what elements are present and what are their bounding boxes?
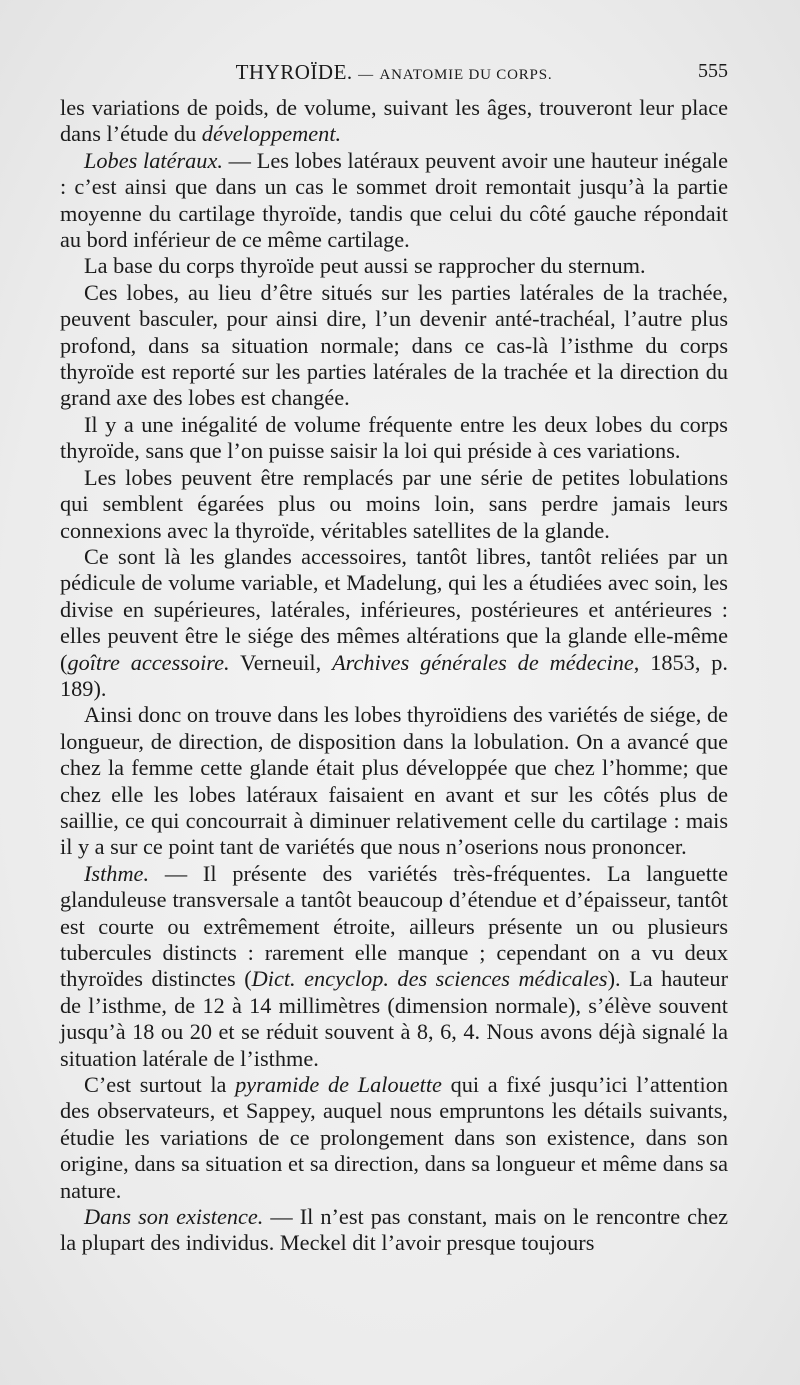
paragraph-text: Les lobes peuvent être remplacés par une série de petites lobulations qui semblent égarées plus ou moins loin, sans perdre jamais leurs connexions avec la thyroïde, véritables satellites de la glande. [60, 464, 728, 543]
paragraph-text: ). La hauteur de l’isthme, de 12 à 14 millimètres (dimension normale), s’élève souvent jusqu’à 18 ou 20 et se réduit souvent à 8, 6, 4. Nous avons déjà signalé la situation latérale de l’isthme. [60, 966, 728, 1071]
paragraph-text: Ce sont là les glandes accessoires, tantôt libres, tantôt reliées par un pédicule de volume variable, et Madelung, qui les a étudiées avec soin, les divise en supérieures, latérales, inférieures, postérieures et antérieures : elles peuvent être le siége des mêmes altérations que la glande elle-même ( [60, 543, 728, 675]
running-title [60, 60, 728, 85]
paragraph-text: Ainsi donc on trouve dans les lobes thyroïdiens des variétés de siége, de longueur, de direction, de disposition dans la lobulation. On a avancé que chez la femme cette glande était plus développée que chez l’homme; que chez elle les lobes latéraux faisaient en avant et sur les côtés plus de saillie, ce qui concourrait à diminuer relativement celle du cartilage : mais il y a sur ce point tant de variétés que nous n’oserions nous prononcer. [60, 702, 728, 860]
italic-text: pyramide de Lalouette [235, 1072, 442, 1098]
paragraph-text: — Les lobes latéraux peuvent avoir une hauteur inégale : c’est ainsi que dans un cas le sommet droit remontait jusqu’à la partie moyenne du cartilage thyroïde, tandis que celui du côté gauche répondait au bord inférieur de ce même cartilage. [60, 147, 728, 253]
paragraph [60, 1204, 728, 1257]
paragraph [60, 253, 728, 279]
italic-text: Isthme. [84, 860, 150, 886]
paragraph [60, 702, 728, 860]
page-number: 555 [698, 60, 728, 82]
italic-text: goître accessoire. [67, 649, 230, 675]
paragraph [60, 861, 728, 1072]
paragraph-text: C’est surtout la [84, 1072, 236, 1098]
running-title-dash: — [358, 67, 374, 83]
paragraph [60, 412, 728, 465]
paragraph-text: , 1853, p. 189). [60, 649, 728, 701]
paragraph-text: La base du corps thyroïde peut aussi se rapprocher du sternum. [84, 253, 646, 279]
paragraph-text: — Il présente des variétés très-fréquentes. La languette glanduleuse transversale a tantôt beaucoup d’étendue et d’épaisseur, tantôt est courte ou extrêmement étroite, ailleurs présente un ou plusieurs tubercules distincts : rarement elle manque ; cependant on a vu deux thyroïdes distinctes ( [60, 860, 728, 992]
italic-text: Lobes latéraux. [84, 147, 223, 173]
italic-text: Dict. encyclop. des sciences médicales [251, 966, 608, 992]
paragraph-text: les variations de poids, de volume, suivant les âges, trouveront leur place dans l’étude du [60, 95, 728, 147]
italic-text: Archives générales de médecine [332, 649, 634, 675]
paragraph [60, 148, 728, 254]
running-title-main: THYROÏDE. [235, 60, 353, 84]
paragraph-text: Ces lobes, au lieu d’être situés sur les parties latérales de la trachée, peuvent basculer, pour ainsi dire, l’un devenir anté-trachéal, l’autre plus profond, dans sa situation normale; dans ce cas-là l’isthme du corps thyroïde est reporté sur les parties latérales de la trachée et la direction du grand axe des lobes est changée. [60, 279, 728, 411]
paragraph [60, 280, 728, 412]
italic-text: développement. [201, 121, 342, 147]
paragraph [60, 95, 728, 148]
running-header [60, 58, 728, 86]
paragraph [60, 544, 728, 702]
running-title-sub: ANATOMIE DU CORPS. [379, 67, 553, 83]
paragraph-text: qui a fixé jusqu’ici l’attention des observateurs, et Sappey, auquel nous empruntons les détails suivants, étudie les variations de ce prolongement dans son existence, dans son origine, dans sa situation et sa direction, dans sa longueur et même dans sa nature. [60, 1072, 728, 1203]
paragraph [60, 1072, 728, 1204]
paragraph [60, 465, 728, 544]
body-text [60, 95, 728, 1257]
italic-text: Dans son existence. [84, 1204, 264, 1230]
paragraph-text: Il y a une inégalité de volume fréquente entre les deux lobes du corps thyroïde, sans que l’on puisse saisir la loi qui préside à ces variations. [60, 411, 728, 464]
paragraph-text: — Il n’est pas constant, mais on le rencontre chez la plupart des individus. Meckel dit l’avoir presque toujours [60, 1204, 728, 1256]
paragraph-text: Verneuil, [229, 649, 333, 675]
